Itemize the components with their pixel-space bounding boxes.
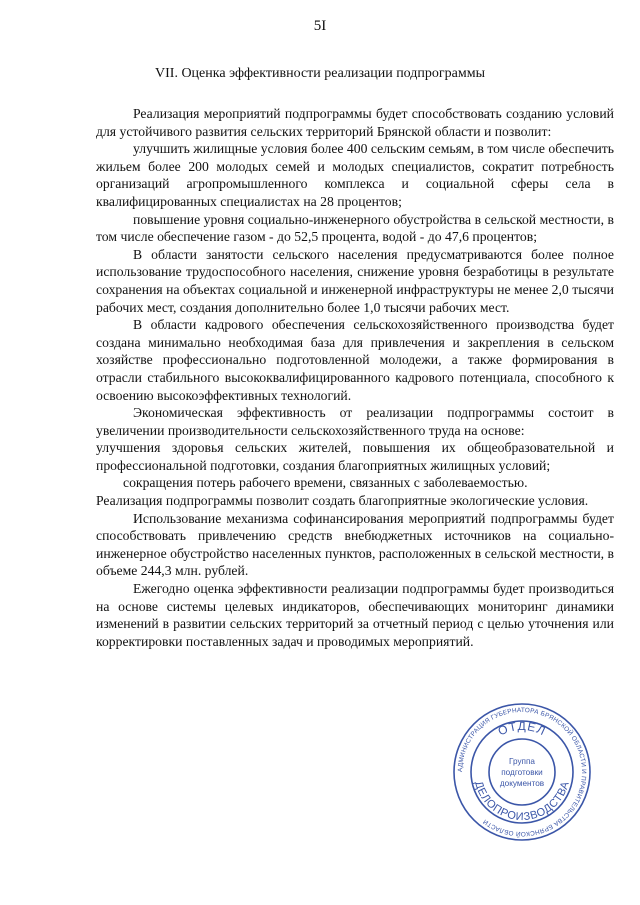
stamp-center-line: подготовки (501, 768, 543, 777)
section-title: VII. Оценка эффективности реализации подпрограммы (155, 66, 485, 81)
paragraph-health: улучшения здоровья сельских жителей, повышения их общеобразовательной и профессиональной подготовки, создания благоприятных жилищных условий; (96, 440, 614, 473)
stamp-department-name: ДЕЛОПРОИЗВОДСТВА (472, 779, 572, 824)
stamp-center-line: документов (499, 779, 545, 788)
page-number: 5I (313, 18, 327, 34)
svg-text:ОТДЕЛ (496, 719, 548, 738)
paragraph-intro: Реализация мероприятий подпрограммы будет способствовать созданию условий для устойчивого развития сельских территорий Брянской области и позволит: (96, 106, 614, 139)
paragraph-housing: улучшить жилищные условия более 400 сельским семьям, в том числе обеспечить жильем более 200 молодых семей и молодых специалистов, сократит потребность организаций агропромышленного комплекса и социальной сферы села в квалифицированных специалистах на 28 процентов; (96, 141, 615, 209)
paragraph-ecology: Реализация подпрограммы позволит создать благоприятные экологические условия. (96, 493, 589, 509)
paragraph-cofinancing: Использование механизма софинансирования мероприятий подпрограммы будет способствовать привлечению средств внебюджетных источников на социально-инженерное обустройство населенных пунктов, расположенных в сельской местности, в объеме 244,3 млн. рублей. (96, 510, 614, 579)
paragraph-economic-efficiency: Экономическая эффективность от реализации подпрограммы состоит в увеличении производительности сельскохозяйственного труда на основе: (96, 405, 614, 438)
paragraph-working-time: сокращения потерь рабочего времени, связанных с заболеваемостью. (123, 475, 528, 491)
stamp-seal (452, 702, 592, 842)
paragraph-infrastructure: повышение уровня социально-инженерного обустройства в сельской местности, в том числе обеспечение газом - до 52,5 процента, водой - до 47,6 процентов; (96, 211, 614, 245)
stamp-center-line: Группа (509, 757, 535, 766)
paragraph-monitoring: Ежегодно оценка эффективности реализации подпрограммы будет производиться на основе системы целевых индикаторов, обеспечивающих мониторинг динамики изменений в развитии сельских территорий за отчетный период с целью уточнения или корректировки поставленных задач и проводимых мероприятий. (96, 581, 614, 649)
body-text (96, 105, 614, 650)
stamp-department-label: ОТДЕЛ (495, 718, 549, 739)
paragraph-staffing: В области кадрового обеспечения сельскохозяйственного производства будет создана минимально необходимая база для привлечения и закрепления в сельском хозяйстве профессионально подготовленной молодежи, а также формирования в отрасли стабильного высококвалифицированного кадрового потенциала, способного к освоению высокоэффективных технологий. (96, 317, 614, 403)
paragraph-employment: В области занятости сельского населения предусматриваются более полное использование трудоспособного населения, снижение уровня безработицы в результате сохранения на объектах социальной и инженерной инфраструктуры не менее 2,0 тысячи рабочих мест, создания дополнительно более 1,0 тысячи рабочих мест. (96, 246, 614, 315)
stamp-outer-text: АДМИНИСТРАЦИЯ ГУБЕРНАТОРА БРЯНСКОЙ ОБЛАСТИ И ПРАВИТЕЛЬСТВА БРЯНСКОЙ ОБЛАСТИ (456, 706, 588, 838)
office-stamp (452, 702, 592, 842)
